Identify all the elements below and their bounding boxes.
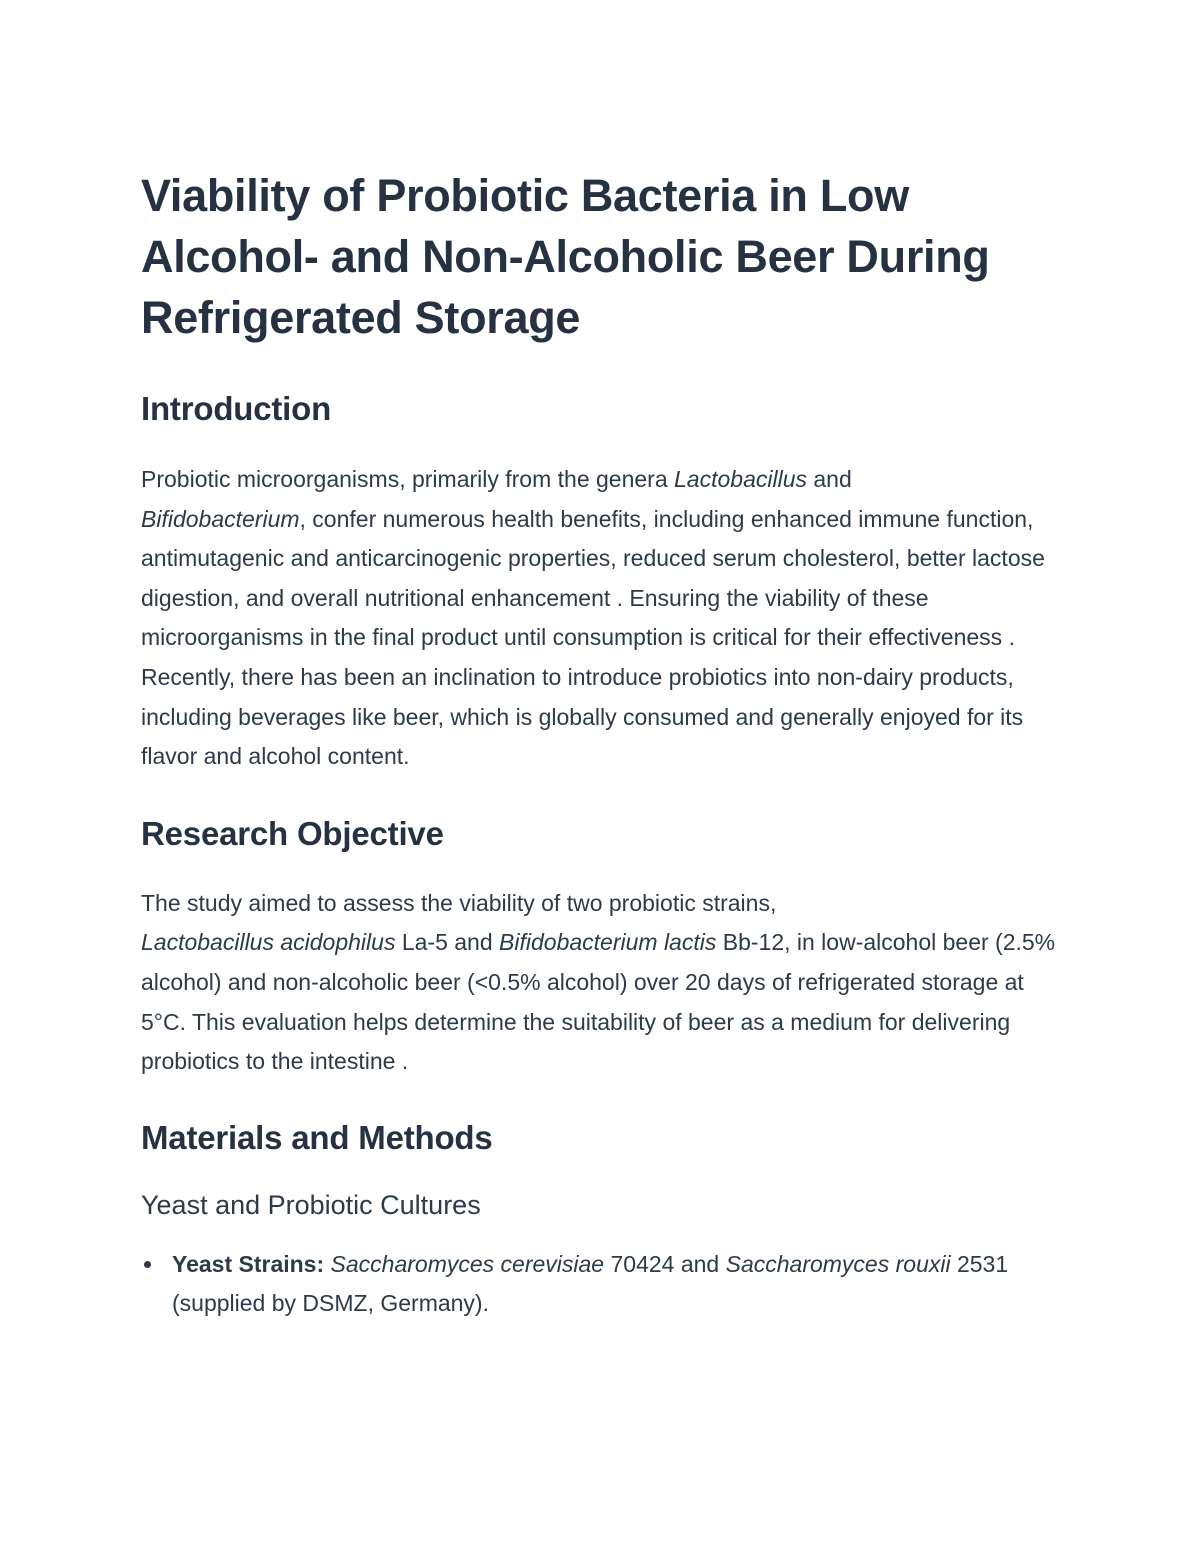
list-item-label: Yeast Strains: <box>172 1250 325 1277</box>
list-item-species-2: Saccharomyces rouxii <box>725 1250 951 1277</box>
objective-species-bifidobacterium: Bifidobacterium lactis <box>499 929 717 956</box>
objective-species-lactobacillus: Lactobacillus acidophilus <box>141 929 396 956</box>
introduction-heading: Introduction <box>141 390 332 427</box>
objective-text-3: Bb-12, in low-alcohol beer (2.5% alcohol) and non-alcoholic beer (<0.5% alcohol) over 20 days of refrigerated storage at 5°C. This evaluation helps determine the suitability of beer as a medium for delivering probiotics to the intestine . <box>141 929 1056 1075</box>
intro-genus-bifidobacterium: Bifidobacterium <box>141 505 300 532</box>
list-item-text-2: 2531 (supplied by DSMZ, Germany). <box>172 1250 1009 1317</box>
objective-paragraph <box>141 884 1061 1082</box>
objective-heading: Research Objective <box>141 814 444 852</box>
objective-text-1: The study aimed to assess the viability of two probiotic strains, <box>141 889 777 916</box>
bullet-icon <box>144 1261 151 1268</box>
methods-heading: Materials and Methods <box>141 1118 493 1156</box>
objective-text-2: La-5 and <box>395 929 500 956</box>
introduction-paragraph <box>141 460 1061 777</box>
cultures-subheading: Yeast and Probiotic Cultures <box>141 1189 481 1220</box>
list-item-species-1: Saccharomyces cerevisiae <box>330 1250 605 1277</box>
document-page <box>141 165 1061 1324</box>
list-item <box>141 1245 1061 1324</box>
cultures-list <box>141 1245 1061 1324</box>
intro-text-1: Probiotic microorganisms, primarily from the genera <box>141 466 675 492</box>
intro-text-3: , confer numerous health benefits, including enhanced immune function, antimutagenic and anticarcinogenic properties, reduced serum cholesterol, better lactose digestion, and overall nutritional enhancement . Ensuring the viability of these microorganisms in the final product until consumption is critical for their effectiveness . Recently, there has been an inclination to introduce probiotics into non-dairy products, including beverages like beer, which is globally consumed and generally enjoyed for its flavor and alcohol content. <box>141 505 1045 770</box>
document-title: Viability of Probiotic Bacteria in Low Alcohol- and Non-Alcoholic Beer During Refrigerated Storage <box>141 170 990 343</box>
intro-genus-lactobacillus: Lactobacillus <box>674 466 807 492</box>
list-item-text-1: 70424 and <box>604 1250 726 1277</box>
intro-text-2: and <box>806 466 852 492</box>
